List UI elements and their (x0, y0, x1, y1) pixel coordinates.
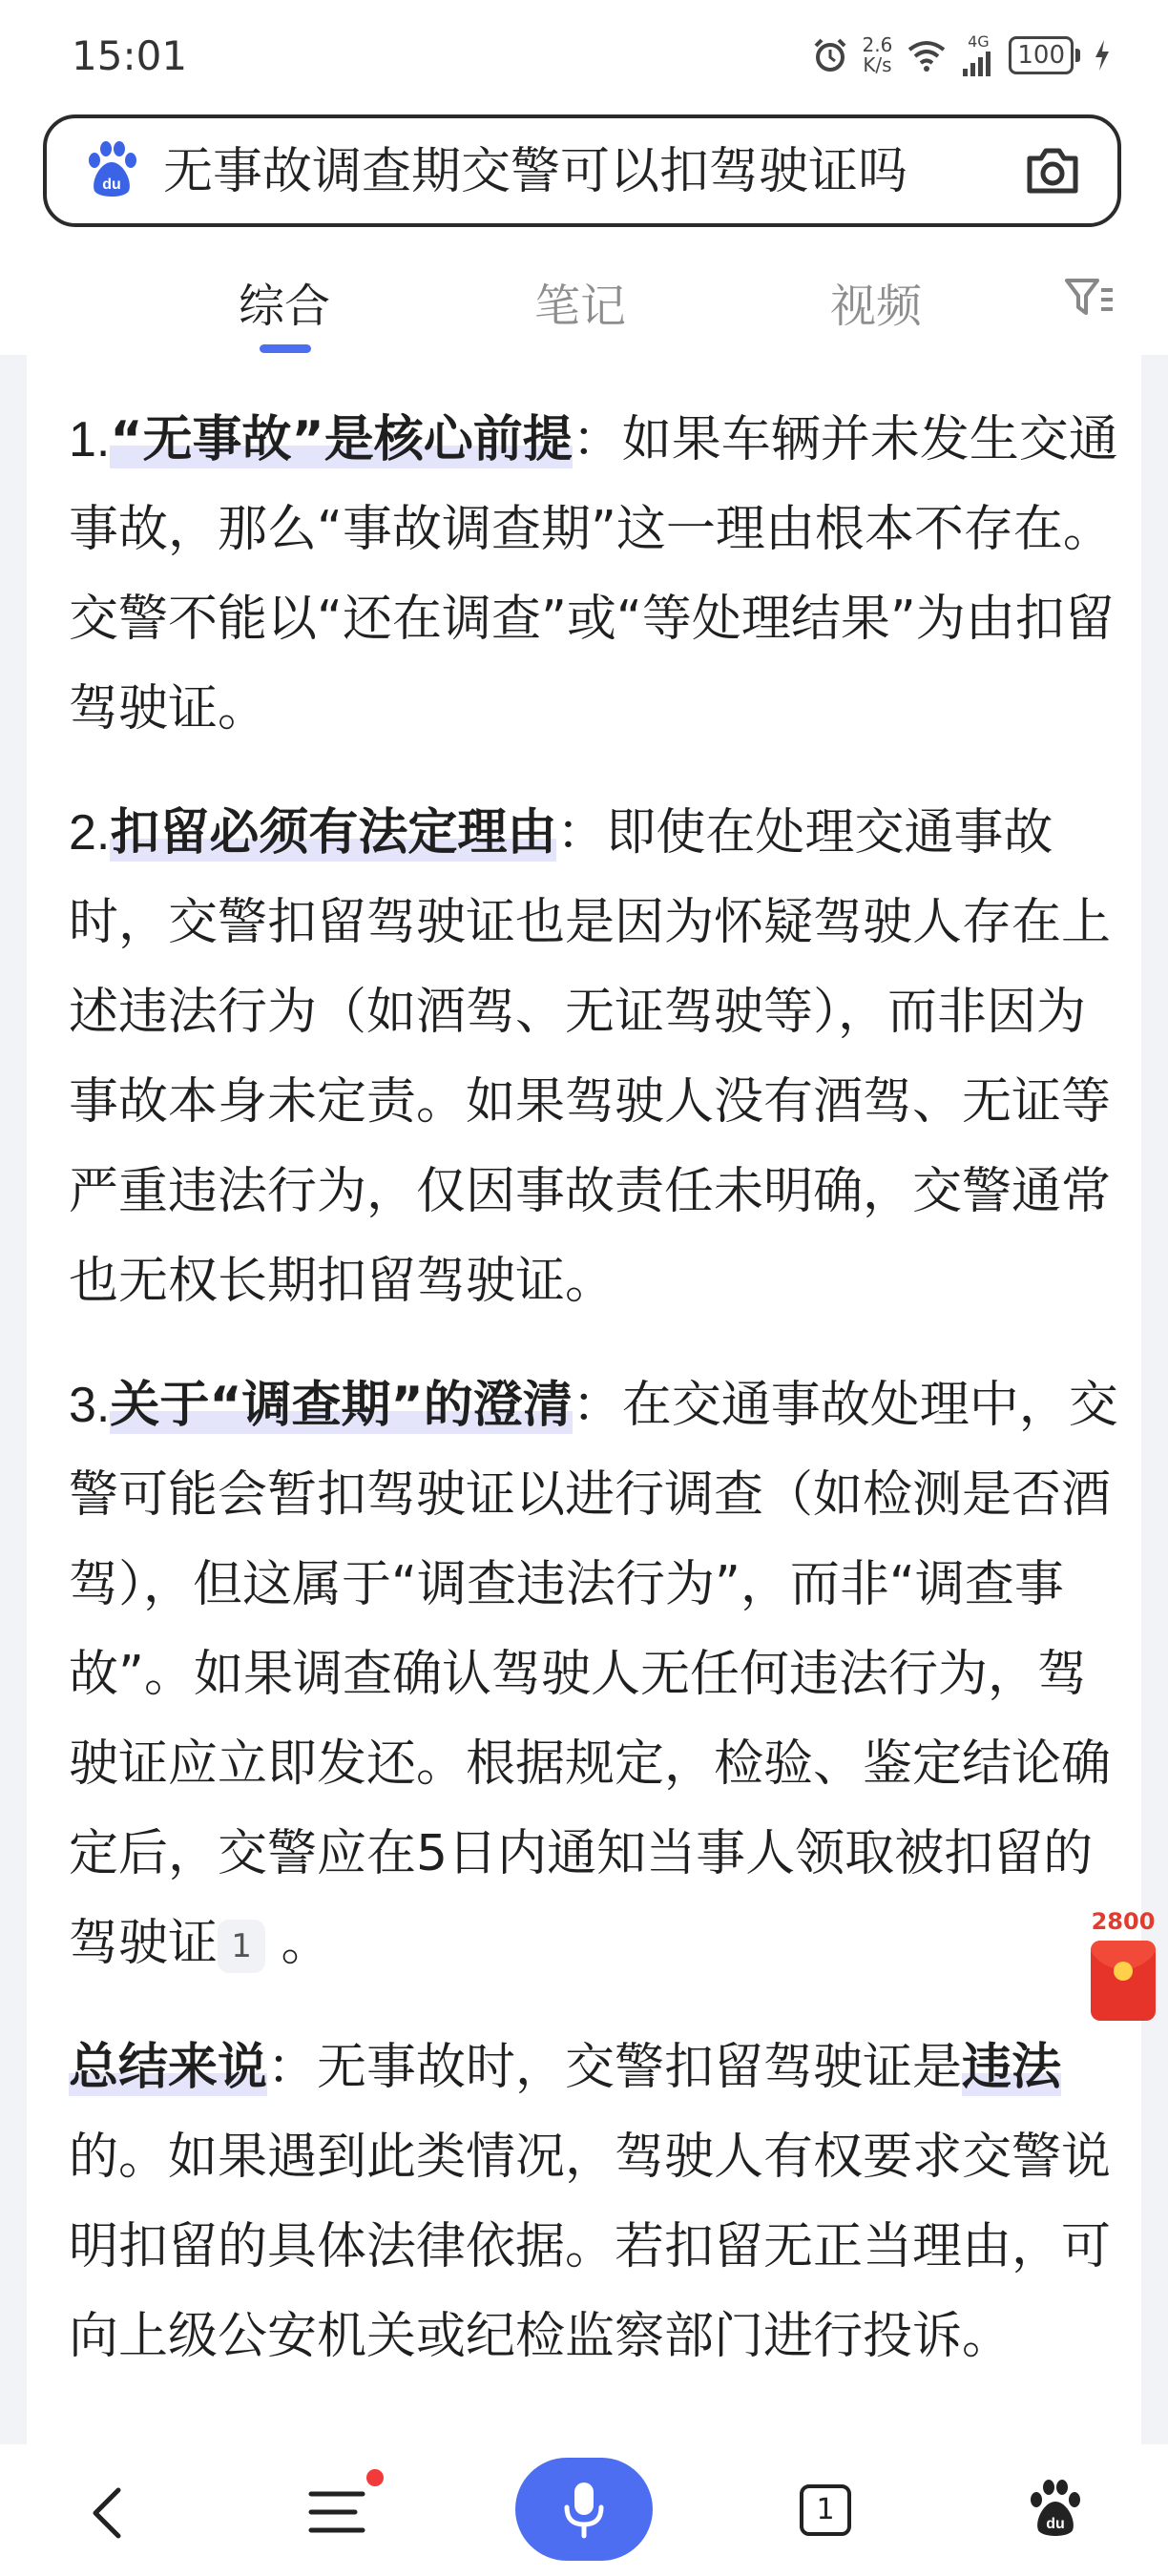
summary-body-after: 的。如果遇到此类情况，驾驶人有权要求交警说明扣留的具体法律依据。若扣留无正当理由，可向上级公安机关或纪检监察部门进行投诉。 (69, 2129, 1112, 2365)
svg-text:du: du (102, 177, 121, 193)
voice-search-button[interactable] (515, 2458, 653, 2561)
network-speed-unit: K/s (863, 53, 892, 76)
answer-paragraph-3 (69, 1361, 1128, 1988)
paragraph-body: 即使在处理交通事故时，交警扣留驾驶证也是因为怀疑驾驶人存在上述违法行为（如酒驾、无证驾驶等），而非因为事故本身未定责。如果驾驶人没有酒驾、无证等严重违法行为，仅因事故责任未明确，交警通常也无权长期扣留驾驶证。 (69, 804, 1112, 1310)
paragraph-body: 如果车辆并未发生交通事故，那么“事故调查期”这一理由根本不存在。交警不能以“还在调查”或“等处理结果”为由扣留驾驶证。 (69, 411, 1118, 737)
paragraph-number: 2. (69, 805, 111, 861)
battery-indicator (1009, 36, 1080, 74)
wifi-icon (906, 38, 948, 73)
search-area (0, 105, 1168, 239)
signal-type-label: 4G (968, 32, 990, 51)
search-query-text[interactable]: 无事故调查期交警可以扣驾驶证吗 (163, 143, 908, 200)
camera-icon[interactable] (1024, 145, 1081, 197)
battery-level: 100 (1009, 36, 1074, 74)
red-envelope-icon (1091, 1941, 1156, 2021)
answer-content (69, 395, 1128, 2416)
summary-heading: 总结来说 (69, 2039, 268, 2096)
network-speed (863, 35, 893, 75)
paragraph-number: 1. (69, 412, 111, 467)
active-tab-indicator (260, 344, 311, 353)
charging-icon (1094, 39, 1111, 72)
paragraph-number: 3. (69, 1378, 111, 1433)
heading-separator: ： (572, 1377, 622, 1434)
bottom-navigation (0, 2444, 1168, 2576)
answer-paragraph-2 (69, 788, 1128, 1326)
baidu-home-paw-icon[interactable] (1025, 2479, 1086, 2540)
battery-cap (1075, 49, 1080, 62)
red-packet-amount: 2800 (1091, 1908, 1156, 1935)
network-speed-value: 2.6 (862, 33, 893, 56)
svg-text:du: du (1046, 2516, 1065, 2532)
back-arrow-icon[interactable] (86, 2486, 128, 2540)
tab-count-button[interactable]: 1 (800, 2484, 851, 2536)
status-bar (0, 0, 1168, 105)
baidu-paw-logo-icon (81, 139, 142, 200)
summary-body-before: 无事故时，交警扣留驾驶证是 (317, 2039, 963, 2096)
menu-icon[interactable] (307, 2488, 368, 2536)
red-envelope-seal (1114, 1962, 1133, 1981)
search-box[interactable] (43, 114, 1121, 227)
answer-card (27, 355, 1141, 2444)
result-tabs (0, 239, 1168, 355)
heading-separator: ： (556, 804, 607, 862)
tab-videos[interactable]: 视频 (830, 280, 923, 333)
tab-comprehensive[interactable]: 综合 (239, 280, 331, 333)
microphone-icon (561, 2479, 607, 2540)
filter-icon[interactable] (1063, 277, 1116, 319)
answer-paragraph-1 (69, 395, 1128, 754)
paragraph-end: 。 (265, 1915, 331, 1972)
tab-notes[interactable]: 笔记 (534, 280, 627, 333)
paragraph-heading: “无事故”是核心前提 (110, 411, 573, 468)
status-time: 15:01 (72, 32, 188, 79)
paragraph-heading: 扣留必须有法定理由 (110, 804, 557, 862)
paragraph-heading: 关于“调查期”的澄清 (110, 1377, 573, 1434)
status-icons (811, 27, 1111, 84)
heading-separator: ： (267, 2039, 318, 2096)
notification-dot (366, 2469, 384, 2486)
alarm-icon (811, 36, 849, 74)
answer-summary (69, 2023, 1128, 2381)
paragraph-body: 在交通事故处理中，交警可能会暂扣驾驶证以进行调查（如检测是否酒驾），但这属于“调查违法行为”，而非“调查事故”。如果调查确认驾驶人无任何违法行为，驾驶证应立即发还。根据规定，检验、鉴定结论确定后，交警应在5日内通知当事人领取被扣留的驾驶证 (69, 1377, 1118, 1972)
signal-bars-icon (961, 50, 995, 76)
citation-reference-badge[interactable]: 1 (218, 1920, 265, 1973)
cellular-signal (961, 34, 995, 76)
summary-emphasis: 违法 (962, 2039, 1062, 2096)
heading-separator: ： (572, 411, 622, 468)
red-packet-widget[interactable] (1085, 1908, 1161, 2021)
